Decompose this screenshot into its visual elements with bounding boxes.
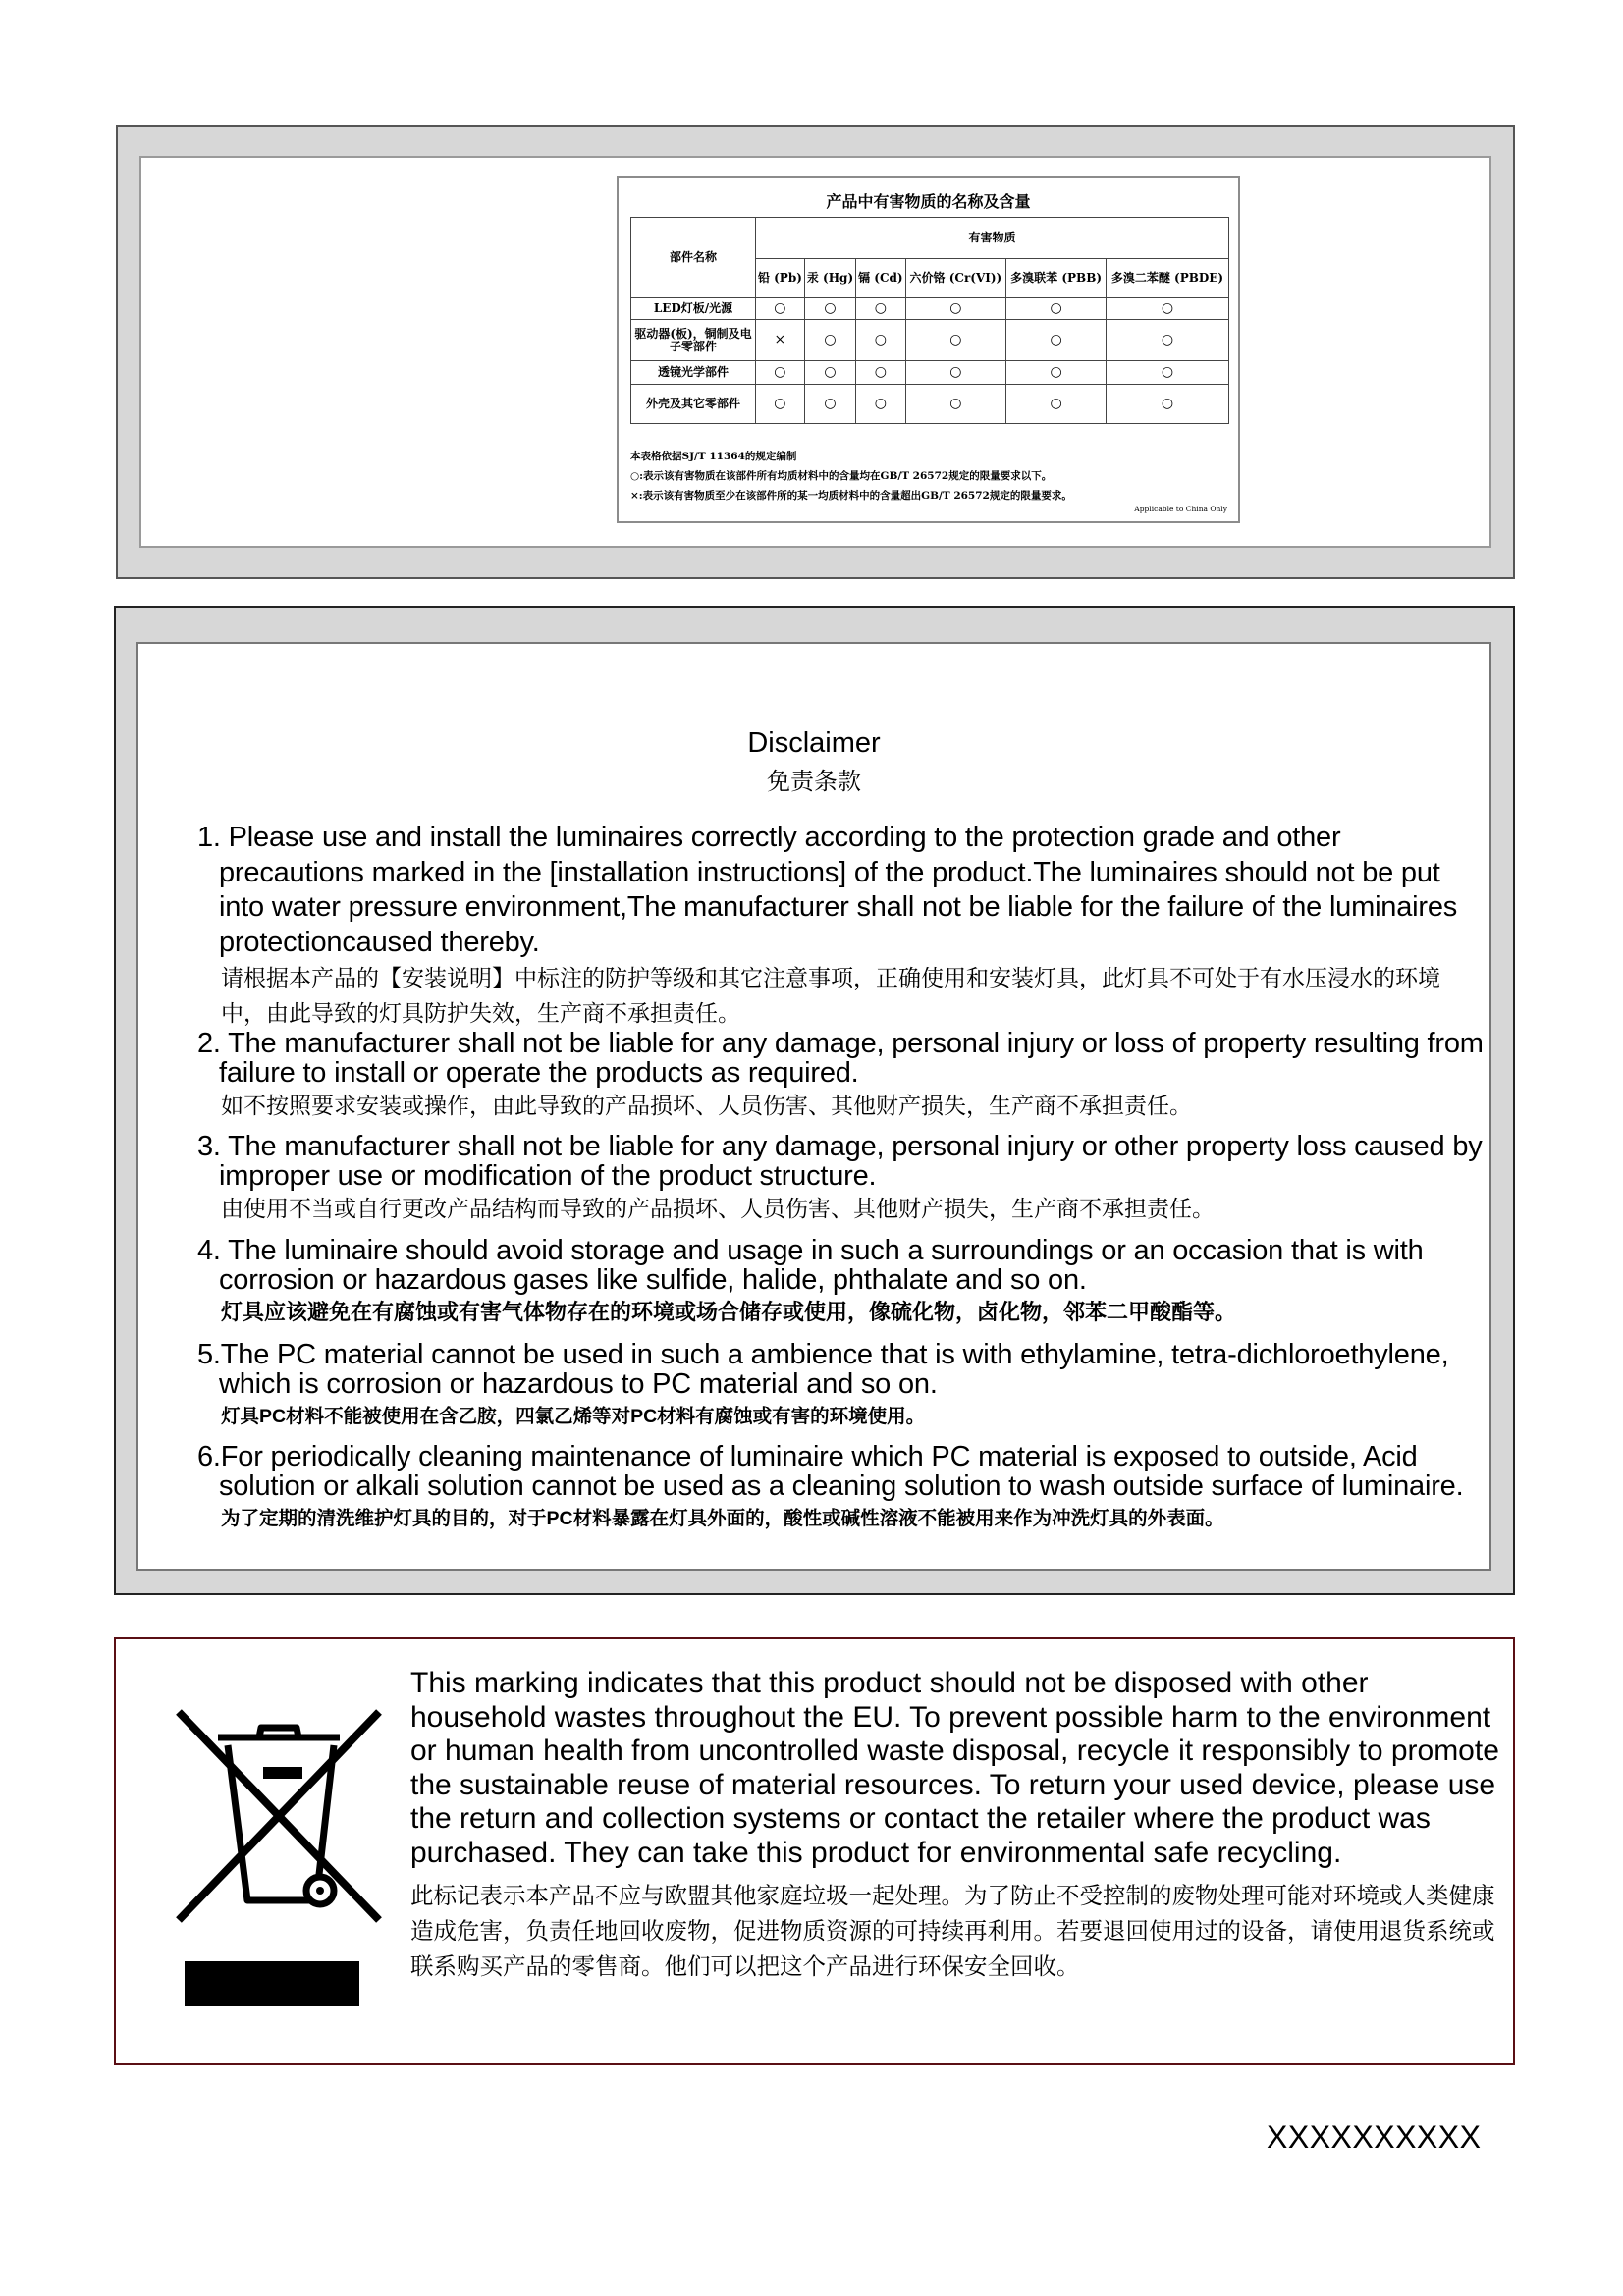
mark-cell: ○ bbox=[1006, 361, 1107, 385]
hazard-table-substance-header: 有害物质 bbox=[756, 218, 1229, 259]
mark-cell: ○ bbox=[856, 298, 905, 320]
applicable-china-only: Applicable to China Only bbox=[1134, 505, 1227, 513]
mark-cell: ○ bbox=[756, 385, 805, 424]
mark-cell: ○ bbox=[1106, 385, 1228, 424]
hazard-table bbox=[630, 217, 1229, 424]
disclaimer-item-2-en: 2. The manufacturer shall not be liable for any damage, personal injury or loss of property resulting from failure to install or operate the products as required. bbox=[197, 1028, 1484, 1089]
mark-cell: ○ bbox=[756, 361, 805, 385]
mark-cell: ○ bbox=[905, 385, 1006, 424]
disclaimer-item-6 bbox=[197, 1442, 1484, 1536]
part-name: LED灯板/光源 bbox=[631, 298, 756, 320]
document-code: XXXXXXXXXX bbox=[1267, 2119, 1482, 2155]
hazardous-substance-card bbox=[617, 176, 1240, 523]
substance-header-pb: 铅 (Pb) bbox=[756, 259, 805, 298]
disclaimer-title: Disclaimer bbox=[747, 727, 881, 759]
crossed-out-wheelie-bin-icon bbox=[161, 1698, 397, 1934]
disclaimer-item-6-zh: 为了定期的清洗维护灯具的目的，对于PC材料暴露在灯具外面的，酸性或碱性溶液不能被用来作为冲洗灯具的外表面。 bbox=[221, 1508, 1224, 1529]
mark-cell: ○ bbox=[856, 385, 905, 424]
substance-header-cd: 镉 (Cd) bbox=[856, 259, 905, 298]
disclaimer-item-1-zh: 请根据本产品的【安装说明】中标注的防护等级和其它注意事项，正确使用和安装灯具，此灯具不可处于有水压浸水的环境中，由此导致的灯具防护失效，生产商不承担责任。 bbox=[221, 965, 1440, 1026]
mark-cell: ○ bbox=[856, 320, 905, 361]
disclaimer-item-5-zh: 灯具PC材料不能被使用在含乙胺，四氯乙烯等对PC材料有腐蚀或有害的环境使用。 bbox=[221, 1406, 926, 1427]
mark-cell: ○ bbox=[756, 298, 805, 320]
mark-cell: ○ bbox=[1106, 320, 1228, 361]
mark-cell: ○ bbox=[1106, 361, 1228, 385]
hazard-notes bbox=[630, 447, 1229, 513]
hazard-note-circle: ○:表示该有害物质在该部件所有均质材料中的含量均在GB/T 26572规定的限量要求以下。 bbox=[630, 470, 1053, 482]
disclaimer-title-zh: 免责条款 bbox=[767, 769, 861, 795]
mark-cell: ○ bbox=[1006, 298, 1107, 320]
mark-cell: ○ bbox=[905, 361, 1006, 385]
mark-cell: ○ bbox=[804, 298, 855, 320]
disclaimer-item-3-zh: 由使用不当或自行更改产品结构而导致的产品损坏、人员伤害、其他财产损失，生产商不承担责任。 bbox=[221, 1196, 1215, 1221]
hazard-note-cross: ×:表示该有害物质至少在该部件所的某一均质材料中的含量超出GB/T 26572规定的限量要求。 bbox=[630, 490, 1072, 502]
substance-header-hg: 汞 (Hg) bbox=[804, 259, 855, 298]
disclaimer-panel-inner bbox=[136, 642, 1491, 1571]
hazard-table-title: 产品中有害物质的名称及含量 bbox=[826, 192, 1031, 211]
disclaimer-item-2-zh: 如不按照要求安装或操作，由此导致的产品损坏、人员伤害、其他财产损失，生产商不承担责任。 bbox=[221, 1093, 1192, 1118]
mark-cell: ○ bbox=[804, 320, 855, 361]
substance-header-pbb: 多溴联苯 (PBB) bbox=[1006, 259, 1107, 298]
weee-black-bar bbox=[185, 1961, 359, 2006]
hazard-table-part-header: 部件名称 bbox=[631, 218, 756, 298]
disclaimer-panel bbox=[114, 606, 1515, 1595]
part-name: 驱动器(板)，铜制及电子零部件 bbox=[631, 320, 756, 361]
weee-text-en: This marking indicates that this product should not be disposed with other household wastes throughout the EU. To prevent possible harm to the environment or human health from uncontrolled waste disposal, recycle it responsibly to promote the sustainable reuse of material resources. To return your used device, please use the return and collection systems or contact the retailer where the product was purchased. They can take this product for environmental safe recycling. bbox=[410, 1667, 1499, 1869]
mark-cell: × bbox=[756, 320, 805, 361]
hazardous-substance-panel-inner bbox=[139, 156, 1491, 548]
weee-panel bbox=[114, 1637, 1515, 2065]
disclaimer-item-4-zh: 灯具应该避免在有腐蚀或有害气体物存在的环境或场合储存或使用，像硫化物，卤化物，邻苯二甲酸酯等。 bbox=[221, 1300, 1237, 1324]
mark-cell: ○ bbox=[804, 385, 855, 424]
hazard-note-standard: 本表格依据SJ/T 11364的规定编制 bbox=[630, 451, 797, 462]
table-row bbox=[631, 361, 1229, 385]
disclaimer-item-4-en: 4. The luminaire should avoid storage and usage in such a surroundings or an occasion that is with corrosion or hazardous gases like sulfide, halide, phthalate and so on. bbox=[197, 1235, 1424, 1296]
disclaimer-item-2 bbox=[197, 1029, 1484, 1123]
disclaimer-item-4 bbox=[197, 1236, 1484, 1330]
mark-cell: ○ bbox=[804, 361, 855, 385]
mark-cell: ○ bbox=[1006, 385, 1107, 424]
weee-text bbox=[410, 1667, 1505, 1984]
substance-header-pbde: 多溴二苯醚 (PBDE) bbox=[1106, 259, 1228, 298]
part-name: 外壳及其它零部件 bbox=[631, 385, 756, 424]
table-row bbox=[631, 298, 1229, 320]
mark-cell: ○ bbox=[905, 320, 1006, 361]
disclaimer-item-6-en: 6.For periodically cleaning maintenance of luminaire which PC material is exposed to outside, Acid solution or alkali solution cannot be used as a cleaning solution to wash outside surface of luminaire. bbox=[197, 1441, 1464, 1502]
disclaimer-item-1 bbox=[197, 821, 1484, 1031]
part-name: 透镜光学部件 bbox=[631, 361, 756, 385]
disclaimer-item-5 bbox=[197, 1340, 1484, 1434]
hazardous-substance-panel bbox=[116, 125, 1515, 579]
table-row bbox=[631, 320, 1229, 361]
weee-text-zh: 此标记表示本产品不应与欧盟其他家庭垃圾一起处理。为了防止不受控制的废物处理可能对环境或人类健康造成危害，负责任地回收废物，促进物质资源的可持续再利用。若要退回使用过的设备，请使用退货系统或联系购买产品的零售商。他们可以把这个产品进行环保安全回收。 bbox=[410, 1883, 1495, 1979]
disclaimer-item-5-en: 5.The PC material cannot be used in such a ambience that is with ethylamine, tetra-dichloroethylene, which is corrosion or hazardous to PC material and so on. bbox=[197, 1339, 1449, 1400]
disclaimer-item-1-en: 1. Please use and install the luminaires correctly according to the protection grade and other precautions marked in the [installation instructions] of the product.The luminaires should not be put into water pressure environment,The manufacturer shall not be liable for the failure of the luminaires protectioncaused thereby. bbox=[197, 822, 1458, 958]
disclaimer-item-3 bbox=[197, 1132, 1484, 1226]
disclaimer-item-3-en: 3. The manufacturer shall not be liable for any damage, personal injury or other property loss caused by improper use or modification of the product structure. bbox=[197, 1131, 1483, 1192]
mark-cell: ○ bbox=[1106, 298, 1228, 320]
substance-header-cr6: 六价铬 (Cr(VI)) bbox=[905, 259, 1006, 298]
mark-cell: ○ bbox=[1006, 320, 1107, 361]
mark-cell: ○ bbox=[905, 298, 1006, 320]
table-row bbox=[631, 385, 1229, 424]
mark-cell: ○ bbox=[856, 361, 905, 385]
